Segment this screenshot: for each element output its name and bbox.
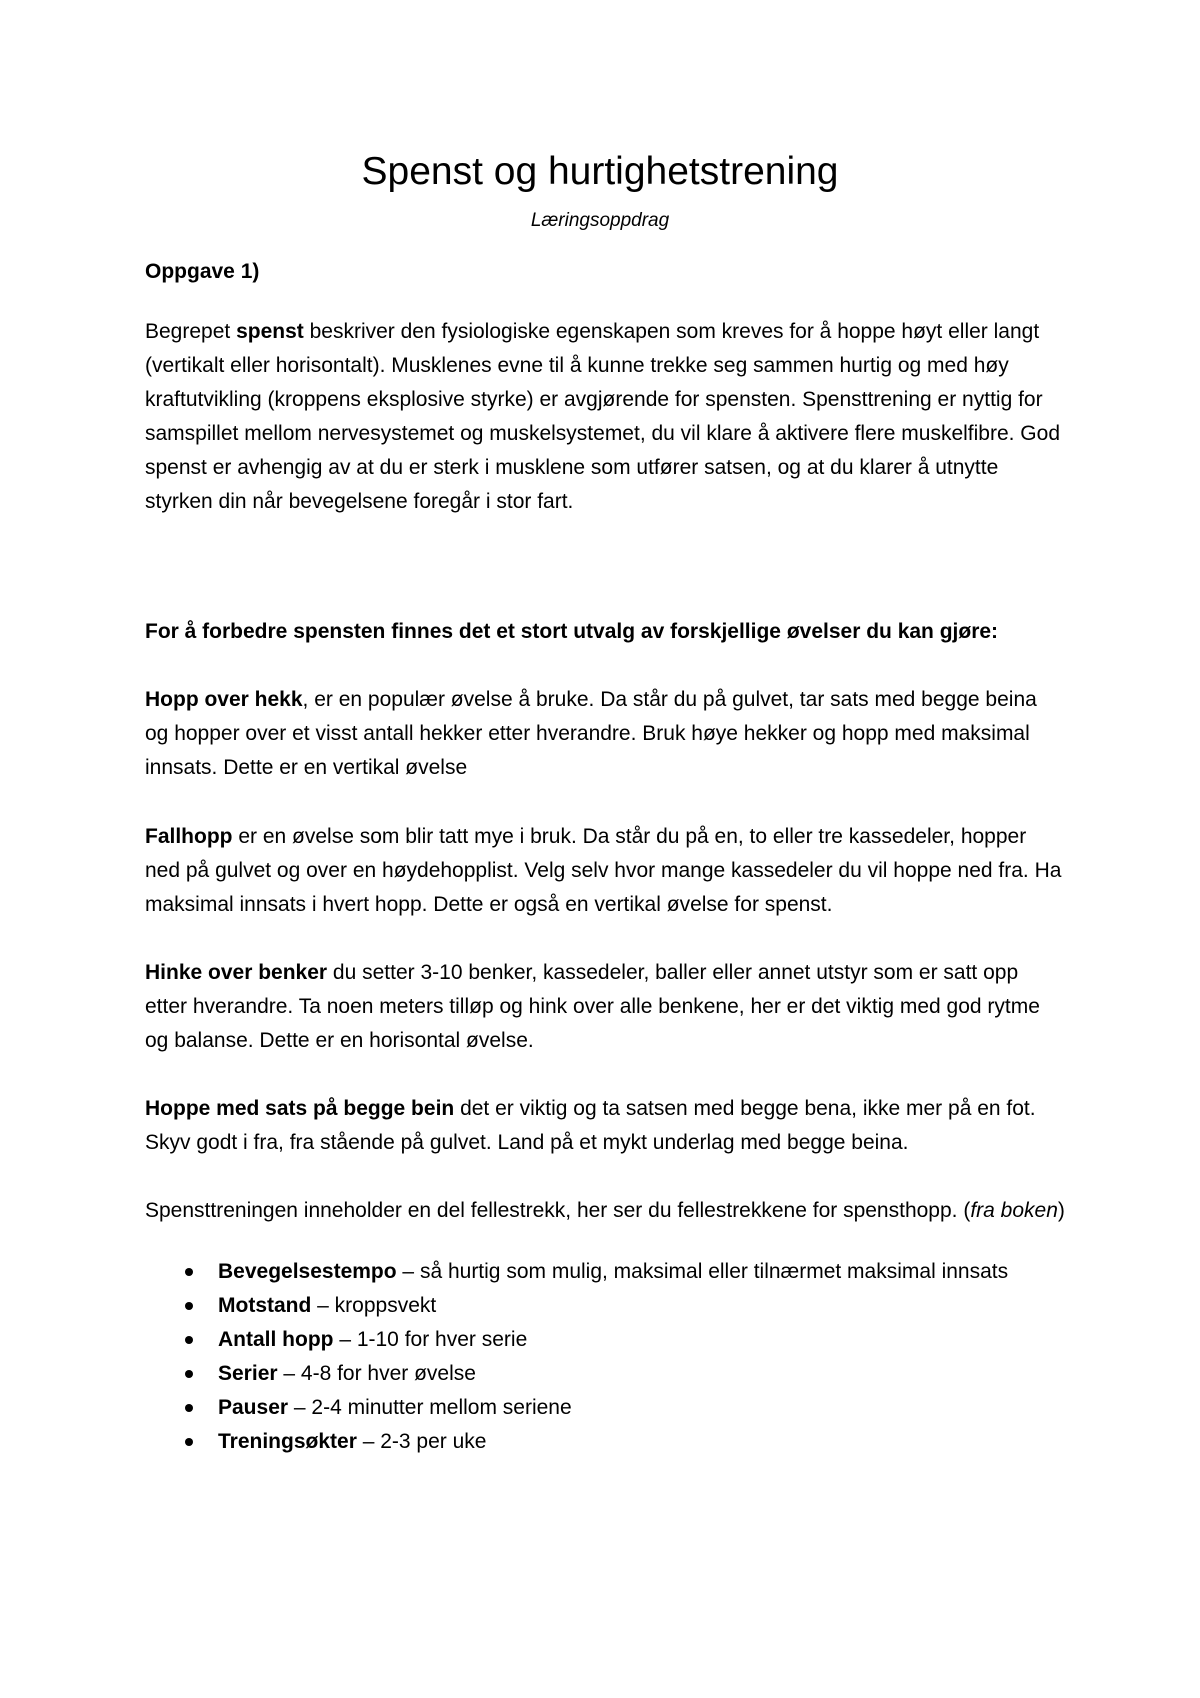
summary-close: ) [1057, 1199, 1065, 1222]
summary-paragraph [145, 1194, 1065, 1228]
trait-name: Serier [218, 1362, 278, 1385]
trait-value: – så hurtig som mulig, maksimal eller tilnærmet maksimal innsats [396, 1260, 1009, 1283]
traits-list [145, 1255, 1065, 1459]
exercise-text: det er viktig og ta satsen med begge bena, ikke mer på en fot. Skyv godt i fra, fra stående på gulvet. Land på et mykt underlag med begge beina. [145, 1097, 1036, 1154]
intro-prefix: Begrepet [145, 320, 237, 343]
trait-name: Motstand [218, 1294, 312, 1317]
trait-name: Bevegelsestempo [218, 1260, 397, 1283]
intro-term: spenst [236, 320, 304, 343]
list-item [145, 1289, 1065, 1323]
summary-text: Spensttreningen inneholder en del fellestrekk, her ser du fellestrekkene for spensthopp. ( [145, 1199, 971, 1222]
exercise-text: du setter 3-10 benker, kassedeler, baller eller annet utstyr som er satt opp etter hverandre. Ta noen meters tilløp og hink over alle benkene, her er det viktig med god rytme og balanse. Dette er en horisontal øvelse. [145, 961, 1040, 1052]
exercise-paragraph [145, 956, 1065, 1058]
intro-text: beskriver den fysiologiske egenskapen som kreves for å hoppe høyt eller langt (vertikalt eller horisontalt). Musklenes evne til å kunne trekke seg sammen hurtig og med høy kraftutvikling (kroppens eksplosive styrke) er avgjørende for spensten. Spensttrening er nyttig for samspillet mellom nervesystemet og muskelsystemet, du vil klare å aktivere flere muskelfibre. God spenst er avhengig av at du er sterk i musklene som utfører satsen, og at du klarer å utnytte styrken din når bevegelsene foregår i stor fart. [145, 320, 1060, 513]
exercise-name: Hopp over hekk [145, 688, 303, 711]
exercise-name: Hoppe med sats på begge bein [145, 1097, 455, 1120]
exercise-text: er en øvelse som blir tatt mye i bruk. Da står du på en, to eller tre kassedeler, hopper ned på gulvet og over en høydehopplist. Velg selv hvor mange kassedeler du vil hoppe ned fra. Ha maksimal innsats i hvert hopp. Dette er også en vertikal øvelse for spenst. [145, 825, 1062, 916]
list-item [145, 1357, 1065, 1391]
exercise-paragraph [145, 1092, 1065, 1160]
intro-paragraph [145, 315, 1065, 519]
list-item [145, 1255, 1065, 1289]
exercise-text: , er en populær øvelse å bruke. Da står du på gulvet, tar sats med begge beina og hopper over et visst antall hekker etter hverandre. Bruk høye hekker og hopp med maksimal innsats. Dette er en vertikal øvelse [145, 688, 1037, 779]
trait-value: – 4-8 for hver øvelse [277, 1362, 476, 1385]
trait-name: Antall hopp [218, 1328, 334, 1351]
trait-value: – 2-3 per uke [356, 1430, 487, 1453]
list-item [145, 1425, 1065, 1459]
exercise-name: Hinke over benker [145, 961, 328, 984]
exercise-paragraph [145, 820, 1065, 922]
exercise-paragraph [145, 683, 1065, 785]
list-item [145, 1391, 1065, 1425]
trait-value: – 1-10 for hver serie [333, 1328, 528, 1351]
trait-value: – 2-4 minutter mellom seriene [288, 1396, 572, 1419]
trait-value: – kroppsvekt [311, 1294, 437, 1317]
trait-name: Treningsøkter [218, 1430, 357, 1453]
trait-name: Pauser [218, 1396, 289, 1419]
exercises-heading: For å forbedre spensten finnes det et stort utvalg av forskjellige øvelser du kan gjøre: [145, 620, 999, 643]
summary-source: fra boken [970, 1199, 1058, 1222]
list-item [145, 1323, 1065, 1357]
document-title: Spenst og hurtighetstrening [361, 150, 839, 193]
task-heading: Oppgave 1) [145, 260, 260, 283]
document-subtitle: Læringsoppdrag [530, 210, 670, 231]
exercise-name: Fallhopp [145, 825, 233, 848]
